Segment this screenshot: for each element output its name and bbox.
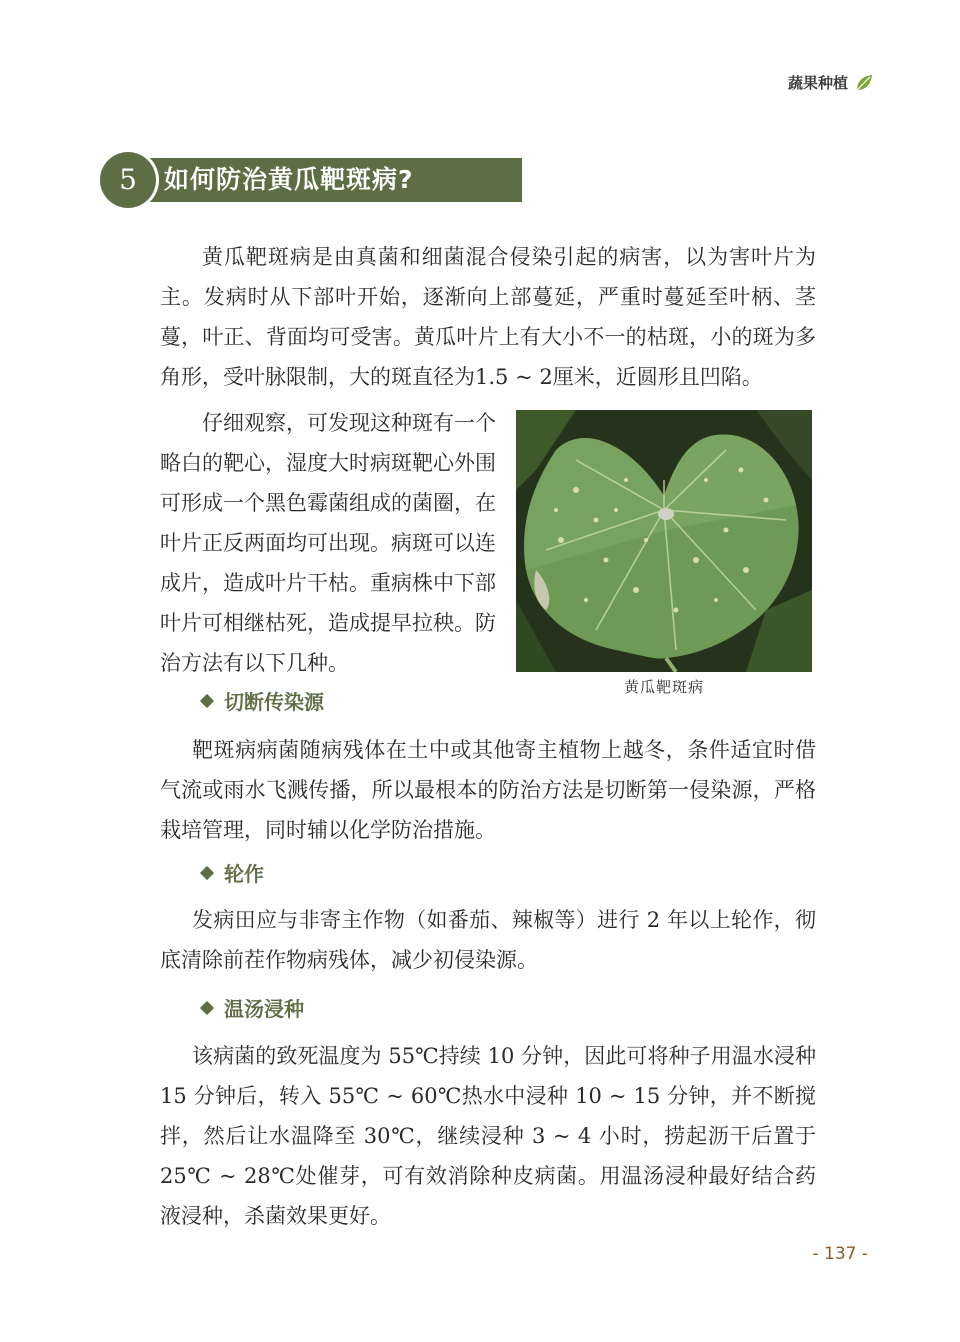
diamond-bullet-icon [200, 693, 214, 707]
observation-paragraph: 仔细观察，可发现这种斑有一个略白的靶心，湿度大时病斑靶心外围可形成一个黑色霉菌组成的菌圈，在叶片正反两面均可出现。病斑可以连成片，造成叶片干枯。重病株中下部叶片可相继枯死，造成提早拉秧。防治方法有以下几种。 [160, 411, 496, 675]
subheading-label: 温汤浸种 [224, 997, 304, 1021]
cucumber-leaf-photo [516, 410, 812, 672]
leaf-icon [854, 73, 874, 93]
section-number: 5 [100, 152, 156, 208]
method-paragraph-cut-infection: 靶斑病病菌随病残体在土中或其他寄主植物上越冬，条件适宜时借气流或雨水飞溅传播，所以最根本的防治方法是切断第一侵染源，严格栽培管理，同时辅以化学防治措施。 [160, 738, 816, 842]
diamond-bullet-icon [200, 865, 214, 879]
method-paragraph-seed-soaking: 该病菌的致死温度为 55℃持续 10 分钟，因此可将种子用温水浸种 15 分钟后，转入 55℃ ~ 60℃热水中浸种 10 ~ 15 分钟，并不断搅拌，然后让水温降至 30℃，继续浸种 3 ~ 4 小时，捞起沥干后置于 25℃ ~ 28℃处催芽，可有效消除种皮病菌。用温汤浸种最好结合药液浸种，杀菌效果更好。 [160, 1044, 816, 1228]
diamond-bullet-icon [200, 1000, 214, 1014]
intro-paragraph: 黄瓜靶斑病是由真菌和细菌混合侵染引起的病害，以为害叶片为主。发病时从下部叶开始，逐渐向上部蔓延，严重时蔓延至叶柄、茎蔓，叶正、背面均可受害。黄瓜叶片上有大小不一的枯斑，小的斑为多角形，受叶脉限制，大的斑直径为1.5 ~ 2厘米，近圆形且凹陷。 [160, 245, 816, 389]
subheading-label: 切断传染源 [224, 690, 324, 714]
figure-caption: 黄瓜靶斑病 [623, 678, 704, 696]
running-title: 蔬果种植 [787, 74, 848, 92]
method-paragraph-rotation: 发病田应与非寄主作物（如番茄、辣椒等）进行 2 年以上轮作，彻底清除前茬作物病残体，减少初侵染源。 [160, 908, 816, 972]
subheading-cut-infection [202, 686, 324, 715]
subheading-seed-soaking [202, 993, 304, 1022]
running-head [788, 72, 874, 93]
page-number: - 137 - [812, 1244, 868, 1264]
section-title: 如何防治黄瓜靶斑病? [146, 158, 522, 202]
subheading-label: 轮作 [224, 862, 264, 886]
subheading-rotation [202, 858, 264, 887]
